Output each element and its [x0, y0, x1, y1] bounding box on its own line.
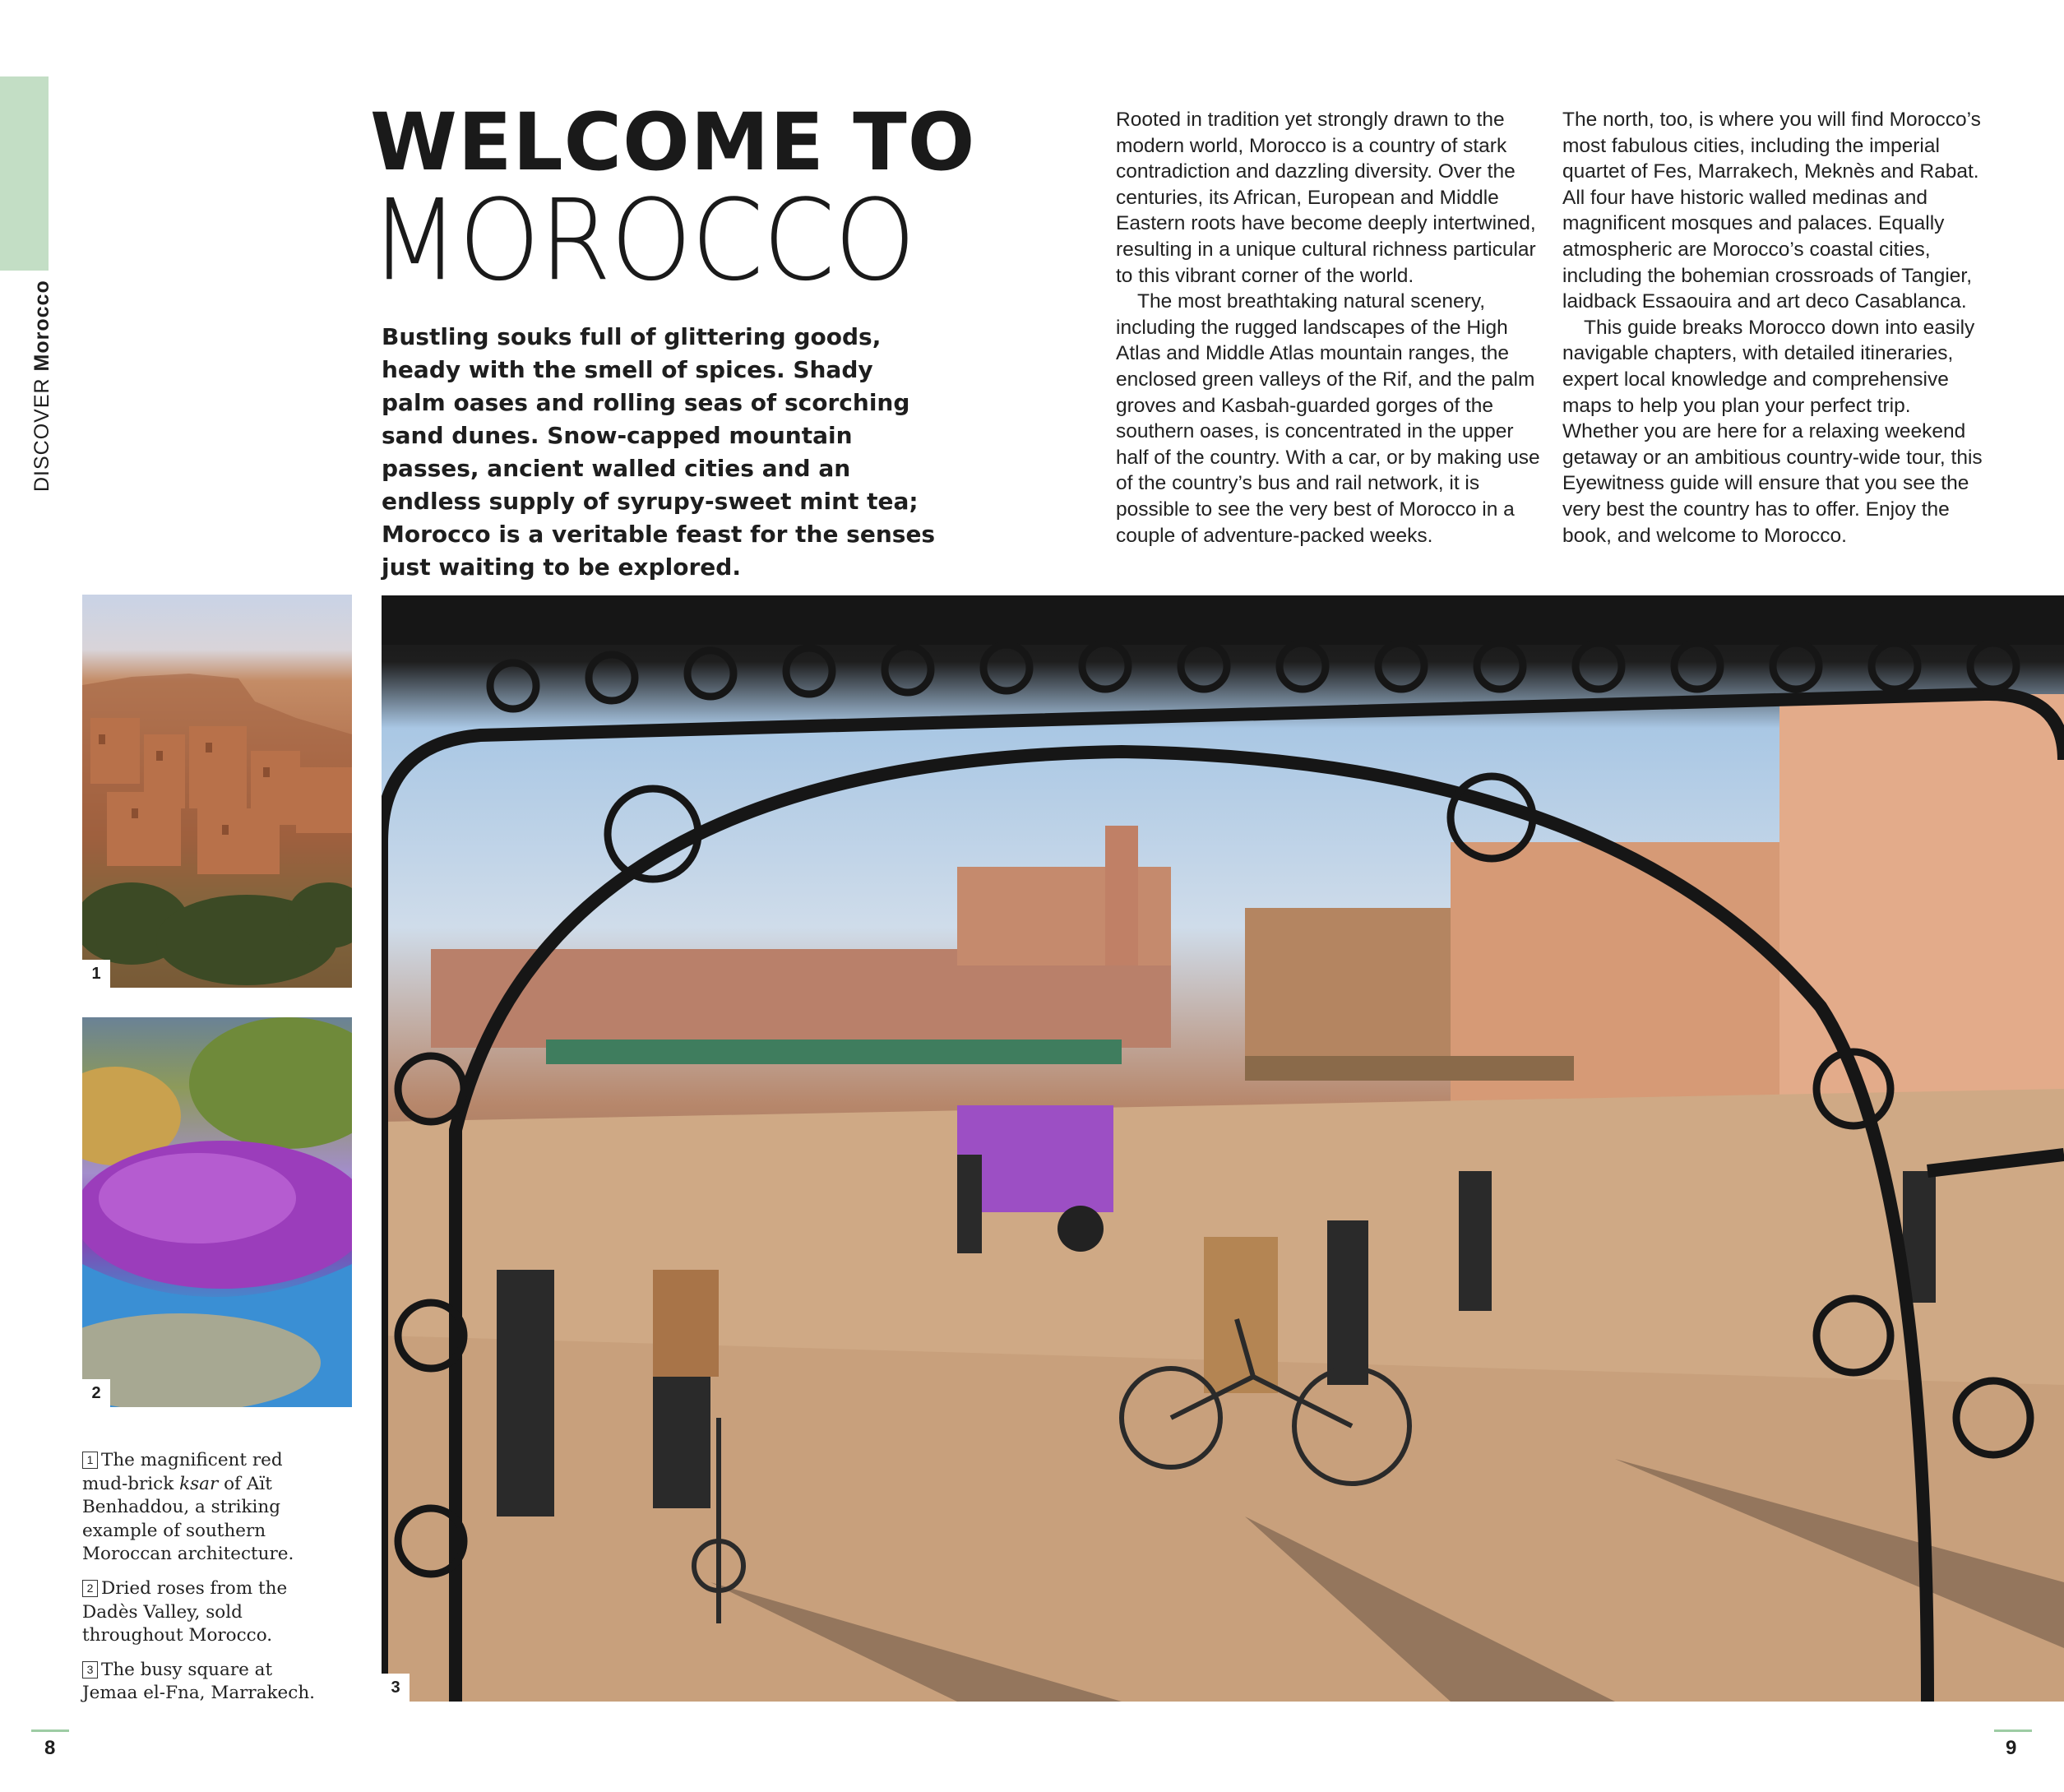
title-line-1: WELCOME TO	[370, 96, 976, 188]
caption-1	[82, 1449, 329, 1567]
photo-ait-benhaddou	[82, 595, 352, 988]
folio-rule-right	[1994, 1729, 2032, 1732]
photo-jemaa-el-fna	[382, 595, 2064, 1702]
body-column-1	[1116, 107, 1543, 549]
body-paragraph: The most breathtaking natural scenery, including the rugged landscapes of the High Atlas and Middle Atlas mountain ranges, the enclosed green valleys of the Rif, and the palm groves and Kasbah-guarded gorges of the southern oases, is concentrated in the upper half of the country. With a car, or by making use of the country’s bus and rail network, it is possible to see the very best of Morocco in a couple of adventure-packed weeks.	[1116, 290, 1540, 547]
roses-illustration	[82, 1017, 352, 1407]
running-head	[30, 280, 54, 492]
page-number-right: 9	[2006, 1737, 2017, 1759]
body-paragraph: Rooted in tradition yet strongly drawn to the modern world, Morocco is a country of stark contradiction and dazzling diversity. Over the centuries, its African, European and Middle Eastern roots have become deeply intertwined, resulting in a unique cultural richness particular to this vibrant corner of the world.	[1116, 109, 1536, 287]
caption-number: 2	[82, 1580, 98, 1597]
caption-number: 1	[82, 1452, 98, 1469]
section-color-tab	[0, 76, 49, 271]
photo-captions	[82, 1449, 329, 1716]
caption-italic: ksar	[179, 1473, 219, 1494]
caption-text: of Aït Benhaddou, a striking example of southern Moroccan architecture.	[82, 1473, 294, 1565]
caption-text: Dried roses from the Dadès Valley, sold throughout Morocco.	[82, 1577, 288, 1646]
body-paragraph: This guide breaks Morocco down into easily navigable chapters, with detailed itineraries, expert local knowledge and comprehensive maps to help you plan your perfect trip. Whether you are here for a relaxing weekend getaway or an ambitious country-wide tour, this Eyewitness guide will ensure that you see the very best the country has to offer. Enjoy the book, and welcome to Morocco.	[1562, 316, 1983, 547]
caption-text: The busy square at Jemaa el-Fna, Marrakech.	[82, 1659, 315, 1704]
caption-3	[82, 1659, 329, 1706]
folio-rule-left	[31, 1729, 69, 1732]
running-head-section: Morocco	[30, 280, 53, 372]
page-title	[370, 96, 976, 306]
body-column-2	[1562, 107, 1990, 549]
caption-2	[82, 1577, 329, 1648]
caption-text: The magnificent red mud-brick	[82, 1450, 283, 1494]
photo-number-3: 3	[382, 1674, 410, 1702]
kasbah-illustration	[82, 595, 352, 988]
page-number-left: 8	[44, 1737, 56, 1759]
photo-number-2: 2	[82, 1379, 110, 1407]
caption-number: 3	[82, 1661, 98, 1679]
intro-paragraph: Bustling souks full of glittering goods, heady with the smell of spices. Shady palm oases and rolling seas of scorching sand dunes. Snow-capped mountain passes, ancient walled cities and an endless supply of syrupy-sweet mint tea; Morocco is a veritable feast for the senses just waiting to be explored.	[382, 323, 936, 581]
body-paragraph: The north, too, is where you will find Morocco’s most fabulous cities, including the imperial quartet of Fes, Marrakech, Meknès and Rabat. All four have historic walled medinas and magnificent mosques and palaces. Equally atmospheric are Morocco’s coastal cities, including the bohemian crossroads of Tangier, laidback Essaouira and art deco Casablanca.	[1562, 109, 1981, 313]
running-head-prefix: DISCOVER	[30, 377, 53, 492]
square-illustration	[382, 595, 2064, 1702]
photo-number-1: 1	[82, 960, 110, 988]
title-line-2: MOROCCO	[370, 174, 915, 306]
photo-dried-roses	[82, 1017, 352, 1407]
